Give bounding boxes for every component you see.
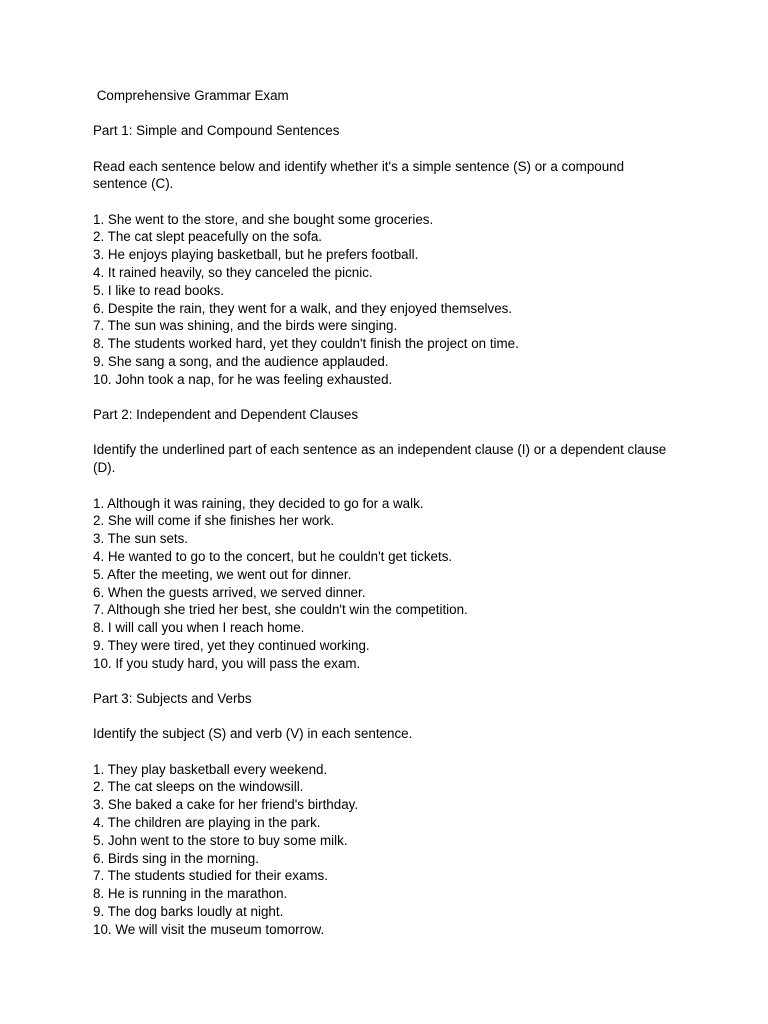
list-item: 4. The children are playing in the park.: [93, 815, 321, 830]
list-item: 3. He enjoys playing basketball, but he prefers football.: [93, 247, 419, 263]
part-2-heading: Part 2: Independent and Dependent Clauses: [93, 407, 359, 423]
list-item: 5. After the meeting, we went out for dinner.: [93, 566, 352, 582]
list-item: 9. They were tired, yet they continued working.: [93, 637, 370, 653]
spacer: [93, 140, 693, 158]
part-3-instruction: Identify the subject (S) and verb (V) in each sentence.: [93, 726, 413, 742]
list-item: 8. I will call you when I reach home.: [93, 620, 305, 636]
list-item: 6. When the guests arrived, we served dinner.: [93, 584, 366, 600]
list-item: 7. The sun was shining, and the birds were singing.: [93, 318, 398, 334]
list-item: 1. She went to the store, and she bought some groceries.: [93, 211, 434, 227]
part-3-list: [93, 761, 693, 939]
list-item: 5. I like to read books.: [93, 282, 225, 298]
document-page: [93, 87, 693, 939]
spacer: [93, 708, 693, 726]
spacer: [93, 673, 693, 691]
list-item: 8. The students worked hard, yet they couldn't finish the project on time.: [93, 336, 519, 352]
part-2-list: [93, 495, 693, 673]
part-1-instruction: Read each sentence below and identify whether it's a simple sentence (S) or a compound sentence (C).: [93, 158, 625, 192]
spacer: [93, 743, 693, 761]
list-item: 8. He is running in the marathon.: [93, 886, 288, 902]
list-item: 2. She will come if she finishes her work.: [93, 513, 335, 529]
part-2-instruction: Identify the underlined part of each sentence as an independent clause (I) or a dependent clause (D).: [93, 442, 667, 476]
part-1-list: [93, 211, 693, 389]
list-item: 10. John took a nap, for he was feeling exhausted.: [93, 371, 393, 387]
list-item: 5. John went to the store to buy some milk.: [93, 832, 348, 848]
list-item: 7. The students studied for their exams.: [93, 868, 328, 884]
list-item: 4. He wanted to go to the concert, but he couldn't get tickets.: [93, 548, 453, 564]
list-item: 4. It rained heavily, so they canceled the picnic.: [93, 265, 373, 281]
list-item: 6. Despite the rain, they went for a walk, and they enjoyed themselves.: [93, 300, 513, 316]
list-item: 10. If you study hard, you will pass the exam.: [93, 655, 361, 671]
list-item: 9. The dog barks loudly at night.: [93, 903, 284, 919]
list-item: 2. The cat slept peacefully on the sofa.: [93, 229, 323, 245]
list-item: 1. Although it was raining, they decided to go for a walk.: [93, 495, 424, 511]
list-item: 6. Birds sing in the morning.: [93, 850, 259, 866]
part-3-heading: Part 3: Subjects and Verbs: [93, 691, 252, 707]
spacer: [93, 193, 693, 211]
list-item: 2. The cat sleeps on the windowsill.: [93, 779, 304, 795]
list-item: 9. She sang a song, and the audience applauded.: [93, 354, 389, 370]
part-1-heading: Part 1: Simple and Compound Sentences: [93, 123, 340, 139]
document-title: Comprehensive Grammar Exam: [93, 88, 289, 103]
list-item: 3. She baked a cake for her friend's birthday.: [93, 797, 359, 813]
list-item: 3. The sun sets.: [93, 531, 189, 547]
spacer: [93, 424, 693, 442]
list-item: 1. They play basketball every weekend.: [93, 761, 328, 777]
spacer: [93, 477, 693, 495]
list-item: 10. We will visit the museum tomorrow.: [93, 921, 325, 937]
spacer: [93, 105, 693, 123]
list-item: 7. Although she tried her best, she couldn't win the competition.: [93, 602, 468, 618]
spacer: [93, 389, 693, 407]
